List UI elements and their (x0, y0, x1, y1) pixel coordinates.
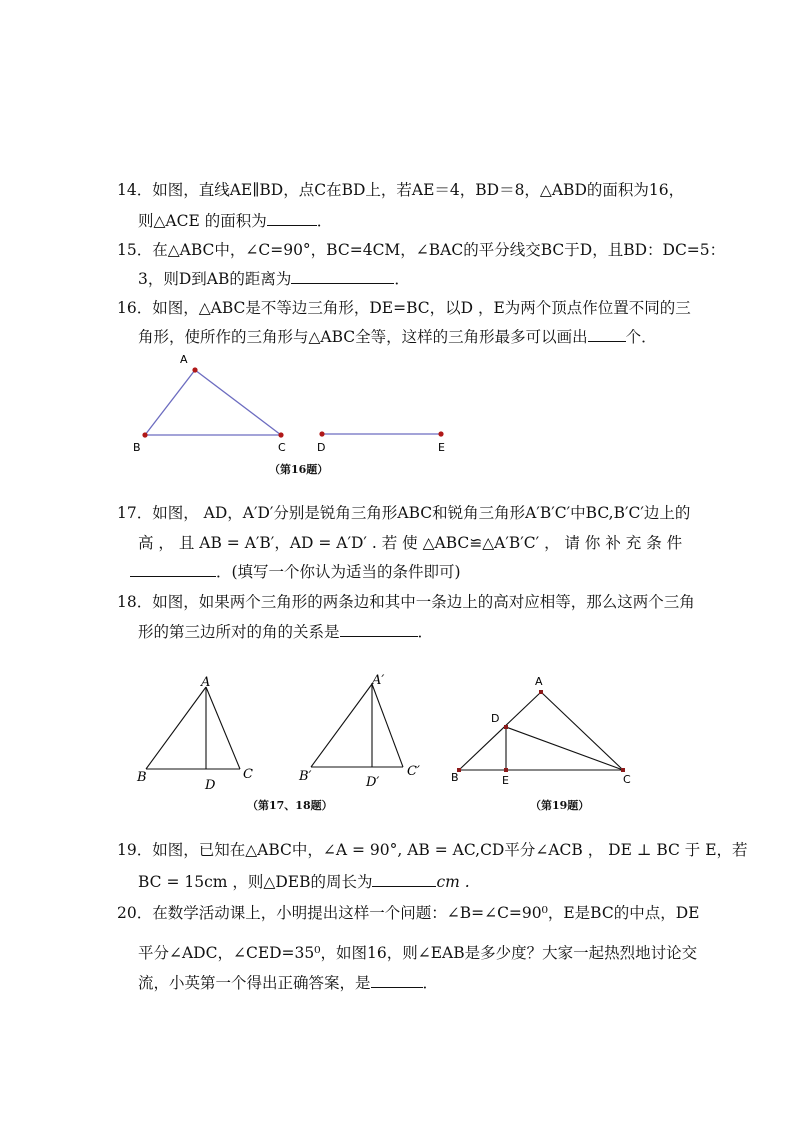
q16-label-a: A (180, 353, 188, 366)
q19-line2-text: BC = 15cm ，则△DEB的周长为 (138, 873, 373, 891)
q15-line1: 15．在△ABC中，∠C=90°，BC=4CM，∠BAC的平分线交BC于D，且BD：DC=5： (117, 241, 726, 259)
q17-label-b: B (137, 770, 147, 785)
q19-line1: 19．如图，已知在△ABC中，∠A = 90°, AB = AC,CD平分∠ACB ， DE ⊥ BC 于 E，若 (117, 841, 748, 859)
q15-line2-end: ． (394, 270, 410, 288)
q15-line2-text: 3，则D到AB的距离为 (138, 270, 292, 288)
q16-line1: 16．如图，△ABC是不等边三角形，DE=BC，以D ，E为两个顶点作位置不同的三 (117, 299, 691, 317)
q17-18-caption: （第17、18题） (247, 799, 333, 812)
q18-line1: 18．如图，如果两个三角形的两条边和其中一条边上的高对应相等，那么这两个三角 (117, 593, 695, 611)
q16-label-c: C (278, 441, 286, 454)
q19-line2 (138, 872, 470, 892)
q14-line2-text: 则△ACE 的面积为 (138, 212, 267, 230)
q18-line2-text: 形的第三边所对的角的关系是 (138, 623, 340, 641)
q16-label-b: B (133, 441, 141, 454)
q17-line1: 17．如图， AD，A′D′分别是锐角三角形ABC和锐角三角形A′B′C′中BC,B′C′边上的 (117, 504, 691, 522)
q20-line1: 20．在数学活动课上，小明提出这样一个问题：∠B=∠C=90⁰，E是BC的中点，DE (117, 904, 700, 922)
q18-line2-end: ． (417, 623, 434, 641)
q17-line2: 高 ， 且 AB = A′B′，AD = A′D′ . 若 使 △ABC≌△A′B′C′ ， 请 你 补 充 条 件 (138, 534, 683, 552)
q16-label-d: D (317, 441, 326, 454)
q17-label-c: C (243, 767, 253, 782)
q19-segment-cd (506, 727, 623, 770)
q19-label-b: B (451, 771, 459, 784)
q19-point-c (621, 768, 625, 772)
q17-label-a2: A′ (372, 673, 385, 688)
q20-line3-end: ． (422, 974, 439, 992)
q19-side-ac (541, 692, 623, 770)
q19-caption: （第19题） (530, 799, 590, 812)
q20-line3 (138, 973, 438, 993)
q20-answer-blank[interactable] (371, 973, 423, 988)
q17-triangle-a2b2c2 (311, 684, 403, 767)
q17-label-a: A (201, 675, 211, 690)
q17-side-a2c2 (372, 684, 403, 767)
q20-line3-text: 流，小英第一个得出正确答案，是 (138, 974, 371, 992)
q17-triangle-abc (146, 687, 240, 769)
q19-line2-end: cm . (436, 873, 470, 891)
q19-label-c: C (623, 773, 631, 786)
q17-side-ac (206, 687, 240, 769)
q19-answer-blank[interactable] (372, 872, 436, 887)
q16-caption: （第16题） (269, 463, 329, 476)
q20-line2: 平分∠ADC，∠CED=35⁰，如图16，则∠EAB是多少度？大家一起热烈地讨论交 (138, 944, 698, 962)
q19-point-d (504, 725, 508, 729)
q19-label-d: D (491, 712, 500, 725)
q16-line2-text: 角形，使所作的三角形与△ABC全等，这样的三角形最多可以画出 (138, 328, 588, 346)
q17-label-c2: C′ (407, 764, 420, 779)
q17-side-a2b2 (311, 684, 372, 767)
q19-label-e: E (502, 774, 509, 787)
q19-triangle (459, 692, 623, 770)
q19-point-a (539, 690, 543, 694)
q17-label-d2: D′ (366, 775, 380, 790)
q14-line1: 14．如图，直线AE∥BD，点C在BD上，若AE＝4，BD＝8，△ABD的面积为16， (117, 181, 685, 199)
q14-line2-end: ． (316, 212, 333, 230)
q17-label-d: D (205, 778, 216, 793)
q19-point-e (504, 768, 508, 772)
q19-label-a: A (535, 675, 543, 688)
q19-side-ab (459, 692, 541, 770)
q17-side-ab (146, 687, 206, 769)
q16-line2-end: 个． (625, 328, 657, 346)
q17-label-b2: B′ (299, 769, 312, 784)
q16-label-e: E (438, 441, 445, 454)
q17-line3-text: ．(填写一个你认为适当的条件即可) (216, 563, 461, 581)
